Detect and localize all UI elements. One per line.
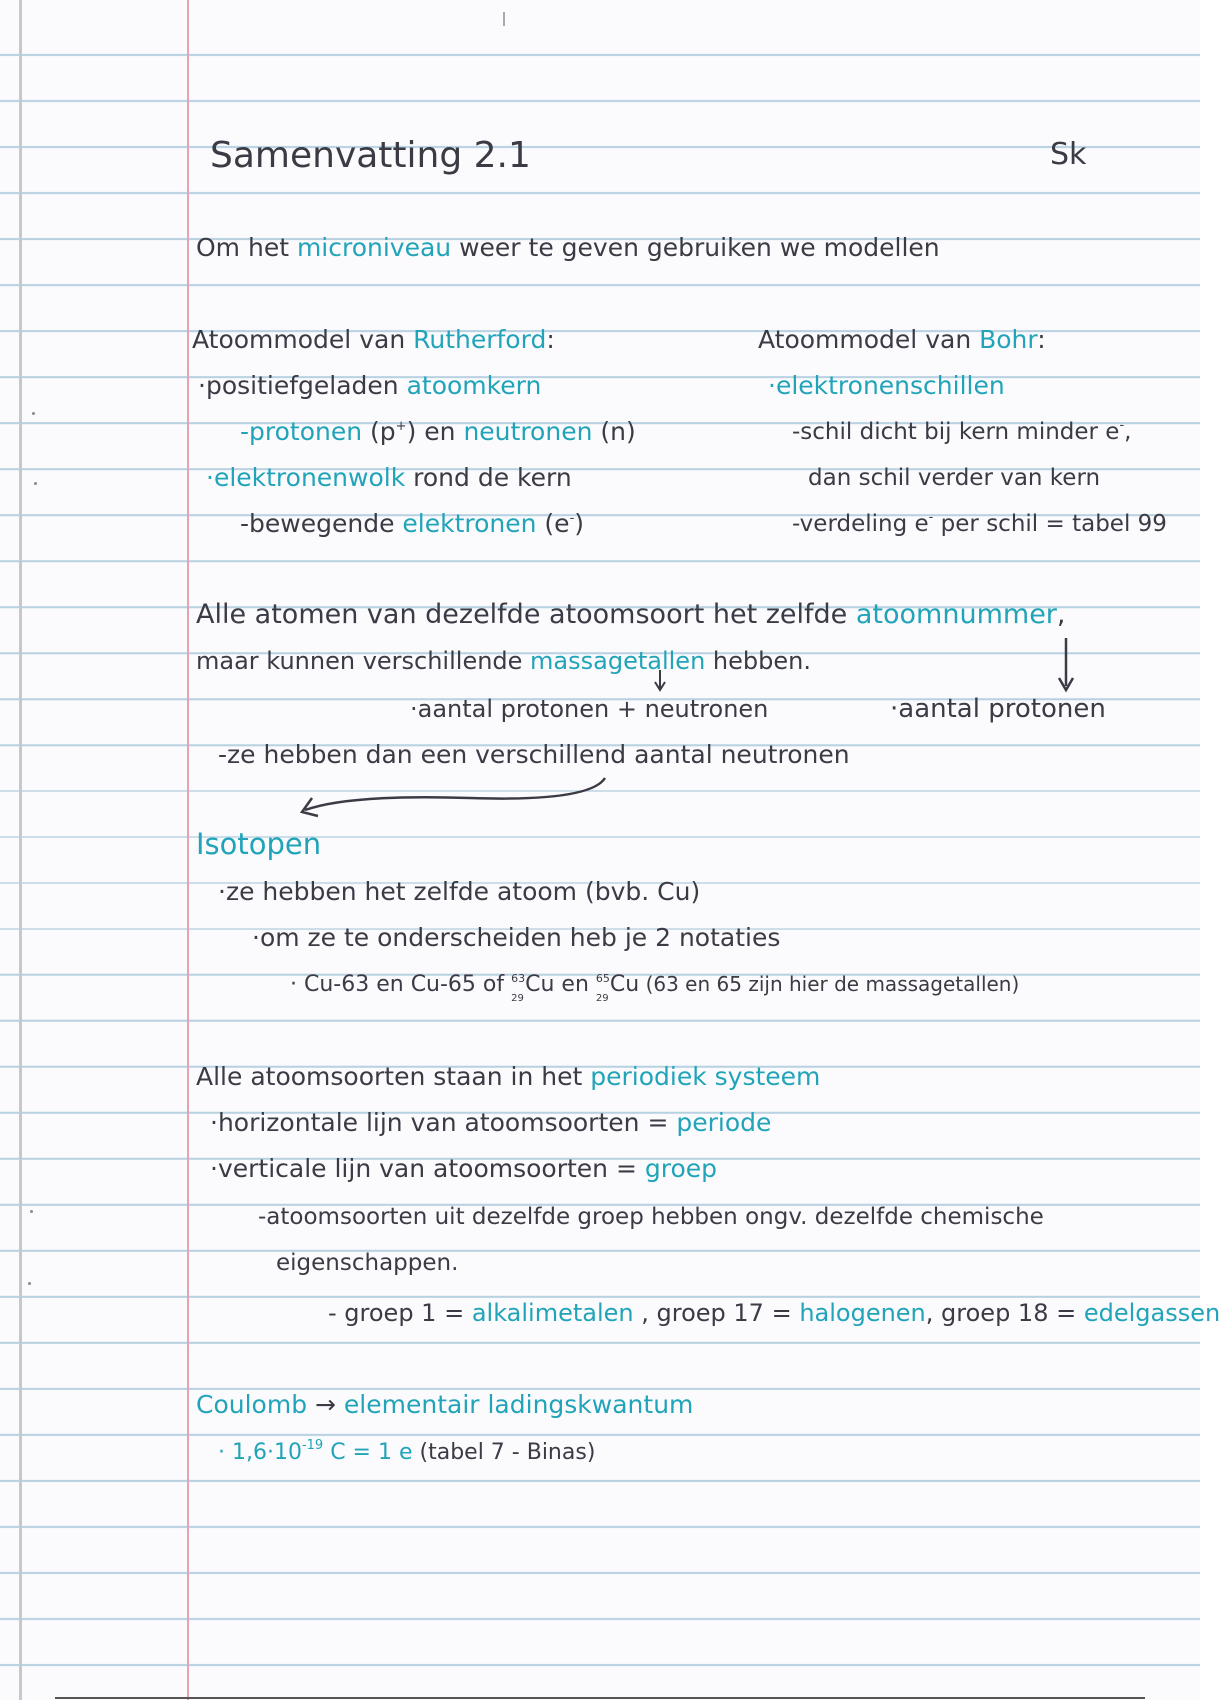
arrow-atoomnummer (1056, 636, 1076, 694)
coulomb-heading: Coulomb → elementair ladingskwantum (196, 1390, 694, 1419)
rutherford-bullet-elektronen: -bewegende elektronen (e-) (240, 509, 585, 538)
page-edge-line (19, 0, 22, 1700)
bohr-bullet-schil-dicht: -schil dicht bij kern minder e-, (792, 418, 1132, 445)
atomen-line-2: maar kunnen verschillende massagetallen hebben. (196, 647, 811, 675)
rutherford-bullet-kern: ·positiefgeladen atoomkern (198, 371, 542, 400)
subject-tag: Sk (1050, 137, 1087, 172)
periodiek-line-6: - groep 1 = alkalimetalen , groep 17 = halogenen, groep 18 = edelgassen (328, 1299, 1220, 1327)
rutherford-bullet-elektronenwolk: ·elektronenwolk rond de kern (206, 463, 572, 492)
intro-line: Om het microniveau weer te geven gebruiken we modellen (196, 233, 940, 262)
bohr-bullet-verdeling: -verdeling e- per schil = tabel 99 (792, 510, 1167, 537)
periodiek-line-3: ·verticale lijn van atoomsoorten = groep (210, 1154, 718, 1183)
isotopen-line-1: ·ze hebben het zelfde atoom (bvb. Cu) (218, 877, 701, 906)
isotopen-heading: Isotopen (196, 827, 322, 861)
coulomb-line-1: · $1,6\cdot 10^{-19}$ C = 1 e (tabel 7 - Binas) (218, 1438, 596, 1465)
rutherford-bullet-protonen: -protonen (p+) en neutronen (n) (240, 417, 636, 446)
bohr-bullet-schillen: ·elektronenschillen (768, 371, 1005, 400)
margin-dot (30, 1210, 33, 1213)
rutherford-heading: Atoommodel van Rutherford: (192, 325, 555, 354)
margin-dot (32, 412, 35, 415)
bohr-bullet-schil-verder: dan schil verder van kern (808, 465, 1101, 491)
note-atoomnummer: ·aantal protonen (890, 694, 1106, 724)
periodiek-line-1: Alle atoomsoorten staan in het periodiek systeem (196, 1062, 821, 1091)
page-title: Samenvatting 2.1 (210, 135, 531, 176)
atomen-line-1: Alle atomen van dezelfde atoomsoort het zelfde atoomnummer, (196, 599, 1066, 630)
isotope-notation-65: 65 29 Cu (595, 972, 640, 1004)
margin-dot (28, 1282, 31, 1285)
arrow-to-isotopen (290, 770, 620, 830)
isotope-notation-63: 63 29 Cu (511, 972, 555, 1004)
periodiek-line-4: -atoomsoorten uit dezelfde groep hebben ongv. dezelfde chemische (258, 1204, 1044, 1230)
top-tick-mark (503, 12, 505, 26)
periodiek-line-5: eigenschappen. (276, 1250, 459, 1276)
isotopen-line-2: ·om ze te onderscheiden heb je 2 notaties (252, 923, 781, 952)
atomen-line-3: -ze hebben dan een verschillend aantal neutronen (218, 740, 850, 769)
periodiek-line-2: ·horizontale lijn van atoomsoorten = periode (210, 1108, 772, 1137)
note-massagetal: ·aantal protonen + neutronen (410, 695, 769, 723)
margin-line (187, 0, 189, 1700)
page-bottom-line (55, 1697, 1145, 1699)
arrow-massagetallen (652, 668, 668, 694)
isotopen-line-3: · Cu-63 en Cu-65 of 63 29 Cu en 65 29 Cu (63 en 65 zijn hier de massagetallen) (290, 972, 1020, 1004)
bohr-heading: Atoommodel van Bohr: (758, 325, 1046, 354)
margin-dot (34, 482, 37, 485)
